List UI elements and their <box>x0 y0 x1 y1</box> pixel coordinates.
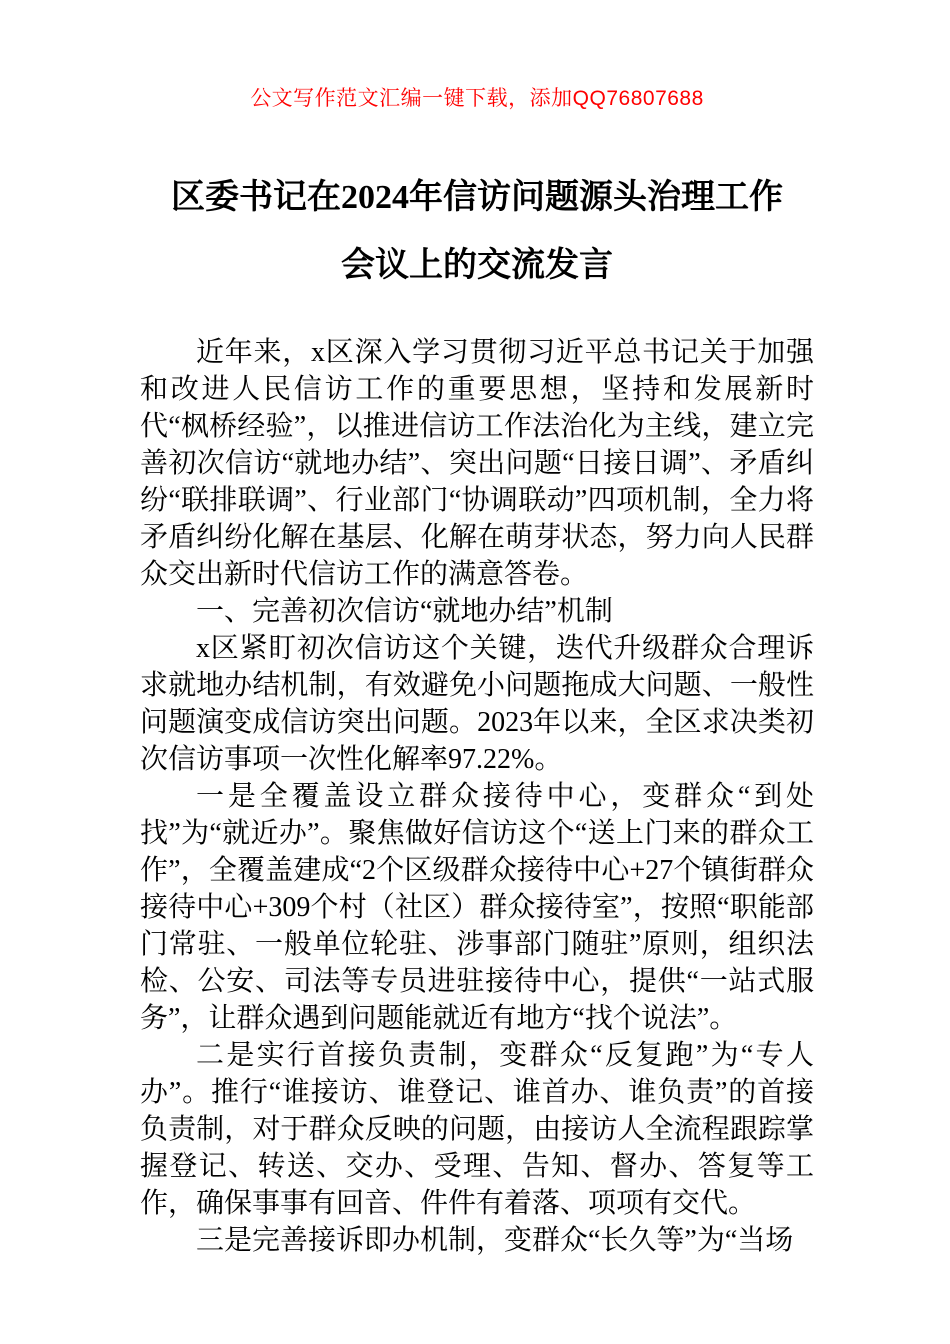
paragraph-section1-overview: x区紧盯初次信访这个关键，迭代升级群众合理诉求就地办结机制，有效避免小问题拖成大问题、一般性问题演变成信访突出问题。2023年以来，全区求决类初次信访事项一次性化解率97.22%。 <box>140 633 814 775</box>
paragraph-point-1: 一是全覆盖设立群众接待中心，变群众“到处找”为“就近办”。聚焦做好信访这个“送上门来的群众工作”，全覆盖建成“2个区级群众接待中心+27个镇街群众接待中心+309个村（社区）群众接待室”，按照“职能部门常驻、一般单位轮驻、涉事部门随驻”原则，组织法检、公安、司法等专员进驻接待中心，提供“一站式服务”，让群众遇到问题能就近有地方“找个说法”。 <box>140 781 814 1034</box>
title-line-2: 会议上的交流发言 <box>341 247 613 284</box>
section-heading-1: 一、完善初次信访“就地办结”机制 <box>196 596 613 627</box>
paragraph-point-2: 二是实行首接负责制，变群众“反复跑”为“专人办”。推行“谁接访、谁登记、谁首办、谁负责”的首接负责制，对于群众反映的问题，由接访人全流程跟踪掌握登记、转送、交办、受理、告知、督办、答复等工作，确保事事有回音、件件有着落、项项有交代。 <box>140 1040 814 1219</box>
paragraph-point-3-truncated: 三是完善接诉即办机制，变群众“长久等”为“当场 <box>196 1225 794 1256</box>
document-title <box>140 164 814 300</box>
header-notice: 公文写作范文汇编一键下载，添加QQ76807688 <box>250 87 704 110</box>
document-body <box>140 334 814 1259</box>
title-line-1: 区委书记在2024年信访问题源头治理工作 <box>171 179 783 216</box>
paragraph-intro: 近年来，x区深入学习贯彻习近平总书记关于加强和改进人民信访工作的重要思想，坚持和发展新时代“枫桥经验”，以推进信访工作法治化为主线，建立完善初次信访“就地办结”、突出问题“日接日调”、矛盾纠纷“联排联调”、行业部门“协调联动”四项机制，全力将矛盾纠纷化解在基层、化解在萌芽状态，努力向人民群众交出新时代信访工作的满意答卷。 <box>140 337 814 590</box>
